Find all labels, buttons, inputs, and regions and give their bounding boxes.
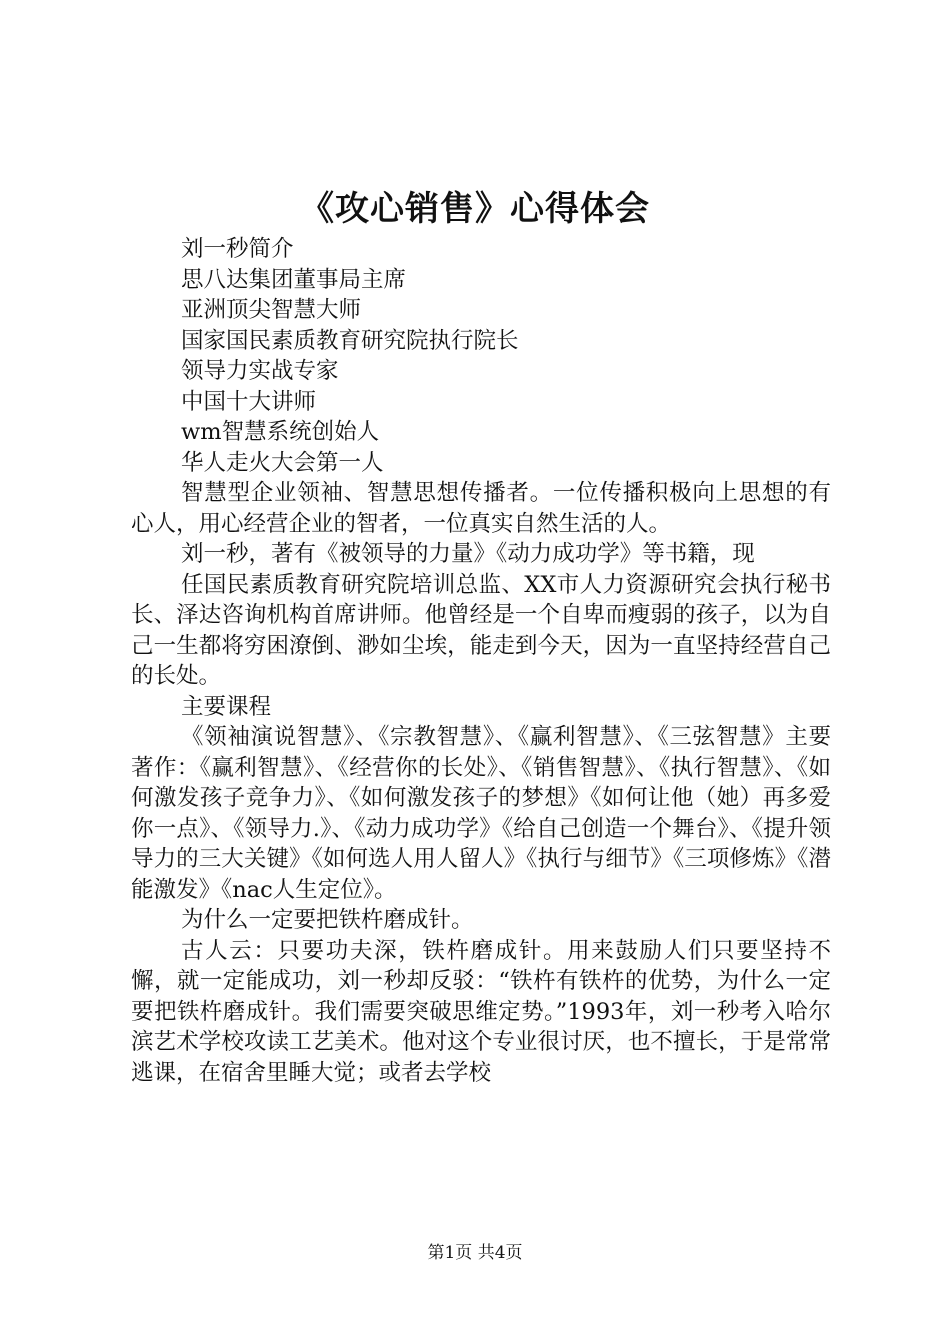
paragraph: 智慧型企业领袖、智慧思想传播者。一位传播积极向上思想的有心人，用心经营企业的智者，一位真实自然生活的人。: [131, 480, 831, 537]
paragraph: 中国十大讲师: [181, 388, 317, 415]
page-number-footer: 第1页 共4页: [427, 1243, 523, 1263]
paragraph: 任国民素质教育研究院培训总监、XX市人力资源研究会执行秘书长、泽达咨询机构首席讲师。他曾经是一个自卑而瘦弱的孩子，以为自己一生都将穷困潦倒、渺如尘埃，能走到今天，因为一直坚持经营自己的长处。: [131, 571, 831, 689]
paragraph: 华人走火大会第一人: [181, 449, 384, 476]
paragraph: 《领袖演说智慧》、《宗教智慧》、《赢利智慧》、《三弦智慧》主要著作：《赢利智慧》、《经营你的长处》、《销售智慧》、《执行智慧》、《如何激发孩子竞争力》、《如何激发孩子的梦想》《如何让他（她）再多爱你一点》、《领导力.》、《动力成功学》《给自己创造一个舞台》、《提升领导力的三大关键》《如何选人用人留人》《执行与细节》《三项修炼》《潜能激发》《nac人生定位》。: [131, 724, 831, 903]
paragraph: 古人云：只要功夫深，铁杵磨成针。用来鼓励人们只要坚持不懈，就一定能成功，刘一秒却反驳：“铁杵有铁杵的优势，为什么一定要把铁杵磨成针。我们需要突破思维定势。”1993年，刘一秒考入哈尔滨艺术学校攻读工艺美术。他对这个专业很讨厌，也不擅长，于是常常逃课，在宿舍里睡大觉；或者去学校: [131, 937, 831, 1086]
document-title: 《攻心销售》心得体会: [300, 189, 650, 229]
paragraph: 思八达集团董事局主席: [181, 266, 407, 293]
paragraph: wm智慧系统创始人: [181, 419, 380, 445]
paragraph: 国家国民素质教育研究院执行院长: [181, 327, 519, 354]
paragraph: 刘一秒简介: [181, 236, 294, 262]
paragraph: 主要课程: [181, 693, 272, 720]
paragraph: 亚洲顶尖智慧大师: [181, 297, 362, 323]
paragraph: 为什么一定要把铁杵磨成针。: [181, 907, 474, 933]
document-body: [131, 234, 831, 1088]
paragraph: 刘一秒，著有《被领导的力量》《动力成功学》等书籍，现: [181, 541, 755, 567]
paragraph: 领导力实战专家: [181, 358, 339, 384]
